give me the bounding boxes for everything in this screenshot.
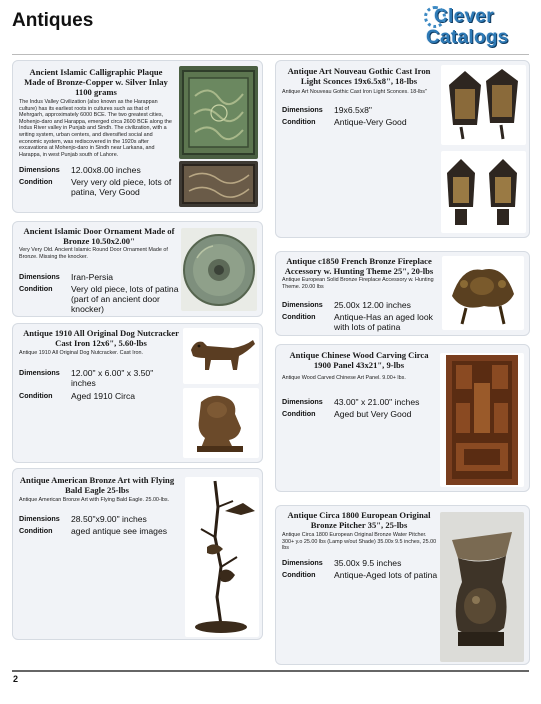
item-card-door-ornament: [12, 221, 263, 317]
item-title: Antique c1850 French Bronze Fireplace Accessory w. Hunting Theme 25", 20-lbs: [284, 256, 434, 276]
dimensions-label: Dimensions: [282, 300, 323, 309]
condition-row: [19, 284, 179, 314]
bronze-pitcher-photo: [440, 512, 524, 662]
condition-label: Condition: [282, 570, 316, 579]
dimensions-row: [282, 558, 442, 568]
logo-line-1: Clever: [434, 6, 494, 27]
dimensions-label: Dimensions: [19, 368, 60, 377]
item-title: Antique 1910 All Original Dog Nutcracker Cast Iron 12x6", 5.60-lbs: [23, 328, 179, 348]
item-card-fireplace-accessory: [275, 251, 530, 336]
logo-line-2: Catalogs: [426, 27, 509, 48]
wood-carving-photo: [440, 353, 524, 487]
plaque-photo-main: [179, 66, 258, 159]
item-title: Ancient Islamic Calligraphic Plaque Made of Bronze-Copper w. Silver Inlay 1100 grams: [24, 67, 168, 97]
fireplace-accessory-photo: [442, 256, 524, 330]
condition-value: Very old piece, lots of patina (part of an ancient door knocker): [71, 284, 179, 314]
condition-value: Aged but Very Good: [334, 409, 412, 419]
dimensions-value: 12.00" x 6.00" x 3.50" inches: [71, 368, 154, 388]
item-description: The Indus Valley Civilization (also known as the Harappan culture) has its earliest roots in cultures such as that of Mehrgarh, approximately 6000 BCE. The two greatest cities, Mohenjo-daro and Harappa, emerged circa 2600 BCE along the Indus River valley in Punjab and Sindh. The civilization, with a writing system, urban centers, and diversified social and economic system, was rediscovered in the 1920s after excavations at Mohenjo-daro in Sindh near Larkana, and Harappa, in west Punjab south of Lahore.: [19, 99, 172, 158]
condition-row: [282, 570, 442, 580]
condition-label: Condition: [19, 284, 53, 293]
item-title: Antique American Bronze Art with Flying Bald Eagle 25-lbs: [19, 475, 175, 495]
dimensions-value: 12.00x8.00 inches: [71, 165, 141, 175]
item-title: Ancient Islamic Door Ornament Made of Bronze 10.50x2.00": [23, 226, 175, 246]
dimensions-value: 43.00" x 21.00" inches: [334, 397, 420, 407]
dimensions-row: [19, 165, 177, 175]
dimensions-row: [19, 272, 179, 282]
dimensions-row: [19, 368, 179, 388]
condition-row: [282, 312, 442, 332]
dimensions-value: 35.00x 9.5 inches: [334, 558, 402, 568]
condition-row: [19, 391, 179, 401]
item-description: Antique 1910 All Original Dog Nutcracker. Cast Iron.: [19, 350, 144, 356]
dimensions-value: 25.00x 12.00 inches: [334, 300, 411, 310]
clever-catalogs-logo: [426, 6, 530, 54]
condition-row: [19, 526, 179, 536]
dimensions-row: [282, 397, 442, 407]
item-card-bronze-pitcher: [275, 505, 530, 665]
door-ornament-photo: [181, 228, 257, 311]
item-title: Antique Chinese Wood Carving Circa 1900 Panel 43x21", 9-lbs: [289, 350, 429, 370]
item-description: Antique Circa 1800 European Original Bronze Water Pitcher. 300+ y.o 25.00 lbs (Lamp w/out Shade) 35.00x 9.5 inches, 25.00 lbs: [282, 532, 437, 552]
gear-icon: [424, 6, 446, 28]
condition-value: aged antique see images: [71, 526, 168, 536]
eagle-sculpture-photo: [185, 477, 259, 637]
item-card-wood-carving-panel: [275, 344, 530, 492]
item-card-bronze-eagle: [12, 468, 263, 640]
dimensions-row: [282, 300, 442, 310]
dimensions-row: [19, 514, 179, 524]
sconces-photo-bottom: [441, 151, 526, 233]
dimensions-value: Iran-Persia: [71, 272, 114, 282]
condition-value: Antique-Aged lots of patina: [334, 570, 438, 580]
item-title: Antique Circa 1800 European Original Bronze Pitcher 35", 25-lbs: [287, 510, 431, 530]
dimensions-value: 28.50"x9.00" inches: [71, 514, 147, 524]
dimensions-label: Dimensions: [282, 397, 323, 406]
condition-value: Very very old piece, lots of patina, Very Good: [71, 177, 172, 197]
dimensions-label: Dimensions: [19, 272, 60, 281]
condition-label: Condition: [282, 117, 316, 126]
condition-label: Condition: [19, 526, 53, 535]
item-description: Antique American Bronze Art with Flying Bald Eagle. 25.00-lbs.: [19, 497, 170, 503]
sconces-photo-top: [441, 65, 526, 145]
dimensions-label: Dimensions: [19, 165, 60, 174]
condition-value: Antique-Very Good: [334, 117, 407, 127]
condition-label: Condition: [282, 409, 316, 418]
condition-label: Condition: [282, 312, 316, 321]
nutcracker-photo-front: [183, 388, 259, 458]
condition-row: [282, 409, 442, 419]
header-divider: [12, 54, 529, 55]
condition-row: [19, 177, 177, 197]
condition-label: Condition: [19, 177, 53, 186]
dimensions-row: [282, 105, 442, 115]
page-number: 2: [13, 674, 19, 684]
item-title: Antique Art Nouveau Gothic Cast Iron Light Sconces 19x6.5x8", 18-lbs: [287, 66, 431, 86]
item-description: Very Very Old. Ancient Islamic Round Door Ornament Made of Bronze. Missing the knocker.: [19, 247, 168, 260]
plaque-photo-detail: [179, 161, 258, 207]
condition-row: [282, 117, 442, 127]
item-description: Antique Art Nouveau Gothic Cast Iron Light Sconces. 18-lbs": [282, 89, 427, 95]
page-title: Antiques: [12, 10, 94, 31]
nutcracker-photo-side: [183, 328, 259, 384]
dimensions-value: 19x6.5x8": [334, 105, 372, 115]
item-description: Antique Wood Carved Chinese Art Panel. 9.00+ lbs.: [282, 375, 406, 381]
item-card-dog-nutcracker: [12, 323, 263, 463]
item-card-light-sconces: [275, 60, 530, 238]
item-card-islamic-plaque: [12, 60, 263, 213]
condition-value: Antique-Has an aged look with lots of patina: [334, 312, 433, 332]
footer-divider: [12, 670, 529, 672]
dimensions-label: Dimensions: [19, 514, 60, 523]
dimensions-label: Dimensions: [282, 105, 323, 114]
condition-value: Aged 1910 Circa: [71, 391, 136, 401]
condition-label: Condition: [19, 391, 53, 400]
item-description: Antique European Solid Bronze Fireplace Accessory w. Hunting Theme. 20.00 lbs: [282, 277, 434, 290]
dimensions-label: Dimensions: [282, 558, 323, 567]
